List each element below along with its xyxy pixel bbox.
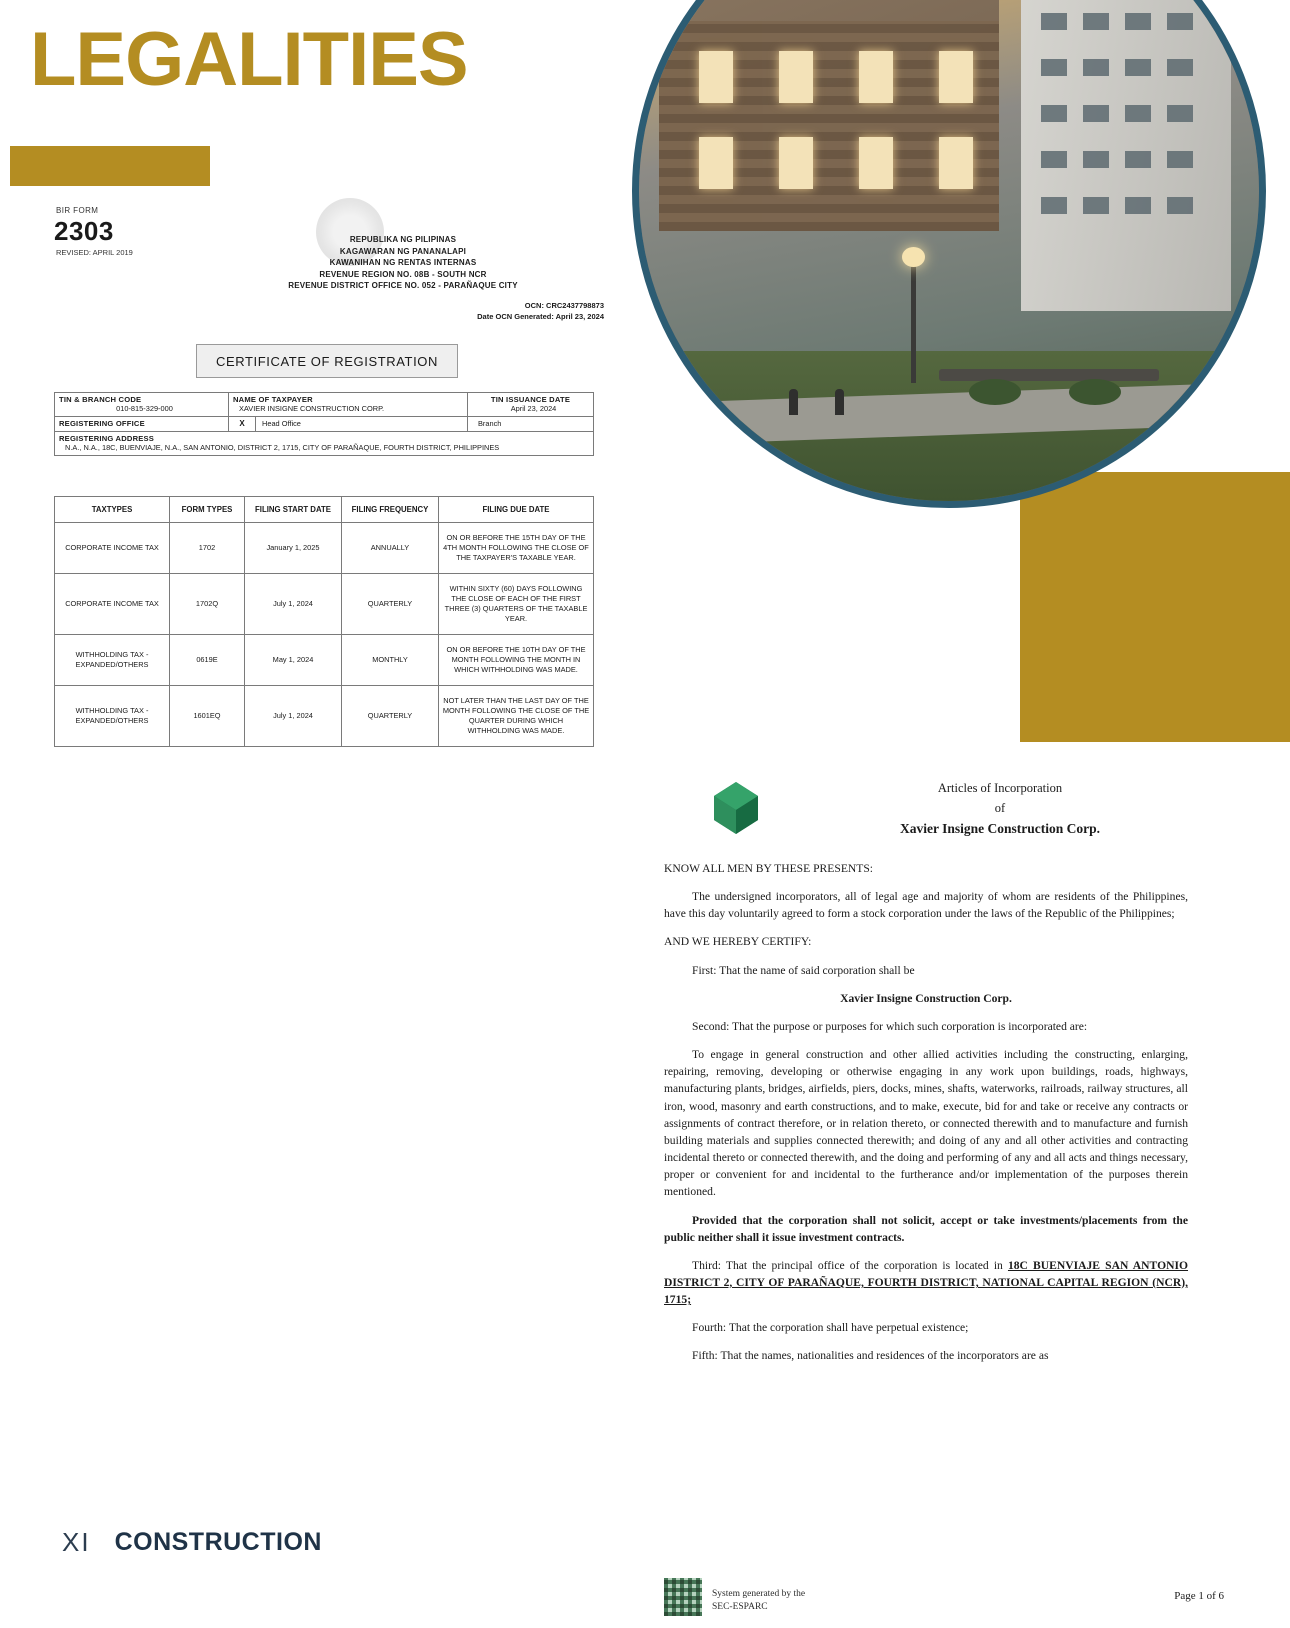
cell-form: 1702: [170, 523, 245, 574]
sec-esparc-logo-icon: [712, 780, 760, 836]
photo-shrub: [1069, 379, 1121, 405]
gov-line: REVENUE REGION NO. 08B - SOUTH NCR: [319, 269, 487, 279]
qr-code-icon: [664, 1578, 702, 1616]
title-accent-bar: [10, 146, 210, 186]
brand-initials: XI: [62, 1527, 91, 1557]
gov-line: REPUBLIKA NG PILIPINAS: [349, 235, 457, 244]
cell-form: 1702Q: [170, 573, 245, 634]
aoi-principal-address: 18C BUENVIAJE SAN ANTONIO DISTRICT 2, CITY OF PARAÑAQUE, FOURTH DISTRICT, NATIONAL CAPITAL REGION (NCR), 1715;: [664, 1258, 1189, 1307]
aoi-third-prefix: Third: That the principal office of the corporation is located in: [692, 1258, 1008, 1272]
aoi-body: [664, 860, 1188, 1376]
aoi-heading-line1: Articles of Incorporation: [937, 781, 1063, 795]
aoi-heading-of: of: [994, 801, 1006, 815]
aoi-know-all: KNOW ALL MEN BY THESE PRESENTS:: [664, 862, 874, 875]
cell-start: July 1, 2024: [245, 573, 342, 634]
col-filing-due-date: FILING DUE DATE: [439, 497, 594, 523]
aoi-purpose-paragraph: To engage in general construction and other allied activities including the constructing, enlarging, repairing, removing, developing or otherwise engaging in any work upon buildings, roads, highways, manufacturing plants, bridges, airfields, piers, docks, mines, shafts, waterworks, railroads, railway structures, all iron, wood, masonry and earth constructions, and to make, execute, bid for and take or receive any contracts or assignments of contract therefore, or in relation thereto, or connected therewith and to manufacture and furnish building materials and supplies connected therewith; and doing of any and all other activities and contracting incidental thereto or connected therewith, and the doing and performing of any and all acts and things necessary, proper or convenient for and incidental to the furtherance and/or implementation of the purposes therein mentioned.: [664, 1048, 1188, 1199]
sysgen-line1: System generated by the: [712, 1589, 806, 1599]
bir-ocn-block: [477, 300, 604, 323]
cell-start: July 1, 2024: [245, 685, 342, 746]
gov-line: KAWANIHAN NG RENTAS INTERNAS: [329, 258, 477, 268]
bir-ocn-number: OCN: CRC2437798873: [524, 301, 604, 310]
col-filing-frequency: FILING FREQUENCY: [342, 497, 439, 523]
cell-frequency: QUARTERLY: [342, 573, 439, 634]
cell-taxtype: CORPORATE INCOME TAX: [55, 573, 170, 634]
tin-issuance-value: April 23, 2024: [510, 404, 557, 413]
bir-certificate-heading: CERTIFICATE OF REGISTRATION: [196, 344, 458, 378]
photo-person: [789, 389, 798, 415]
cell-frequency: QUARTERLY: [342, 685, 439, 746]
photo-canopy: [939, 369, 1159, 381]
table-row: [55, 523, 594, 574]
photo-shrub: [969, 379, 1021, 405]
taxpayer-value: XAVIER INSIGNE CONSTRUCTION CORP.: [239, 404, 385, 413]
photo-lowrise-building: [659, 0, 999, 231]
tin-branch-value: 010-815-329-000: [116, 404, 173, 413]
aoi-heading: [780, 778, 1220, 840]
cell-due: ON OR BEFORE THE 15TH DAY OF THE 4TH MONTH FOLLOWING THE CLOSE OF THE TAXPAYER'S TAXABLE YEAR.: [439, 523, 594, 574]
photo-lamp-post: [911, 263, 916, 383]
col-form-types: FORM TYPES: [170, 497, 245, 523]
cell-frequency: MONTHLY: [342, 634, 439, 685]
registering-address-label: REGISTERING ADDRESS: [59, 433, 155, 443]
bir-form-label: BIR FORM: [56, 206, 99, 215]
cell-form: 1601EQ: [170, 685, 245, 746]
head-office-checkbox[interactable]: X: [239, 418, 245, 428]
tin-issuance-label: TIN ISSUANCE DATE: [490, 395, 571, 404]
cell-due: WITHIN SIXTY (60) DAYS FOLLOWING THE CLOSE OF EACH OF THE FIRST THREE (3) QUARTERS OF THE TAXABLE YEAR.: [439, 573, 594, 634]
bir-certificate-document: [48, 196, 608, 735]
brand-name: CONSTRUCTION: [114, 1528, 322, 1556]
cell-due: NOT LATER THAN THE LAST DAY OF THE MONTH FOLLOWING THE CLOSE OF THE QUARTER DURING WHICH WITHHOLDING WAS MADE.: [439, 685, 594, 746]
aoi-undersigned-paragraph: The undersigned incorporators, all of legal age and majority of whom are residents of the Philippines, have this day voluntarily agreed to form a stock corporation under the laws of the Republic of the Philippines;: [664, 890, 1188, 921]
aoi-third-clause: [664, 1257, 1188, 1308]
page-title: LEGALITIES: [30, 17, 468, 102]
articles-of-incorporation-document: [620, 742, 1290, 1628]
cell-frequency: ANNUALLY: [342, 523, 439, 574]
cell-taxtype: WITHHOLDING TAX - EXPANDED/OTHERS: [55, 685, 170, 746]
gov-line: KAGAWARAN NG PANANALAPI: [339, 246, 467, 256]
taxpayer-label: NAME OF TAXPAYER: [233, 395, 313, 404]
cell-due: ON OR BEFORE THE 10TH DAY OF THE MONTH FOLLOWING THE MONTH IN WHICH WITHHOLDING WAS MADE.: [439, 634, 594, 685]
head-office-label: Head Office: [262, 418, 301, 428]
aoi-company-name: Xavier Insigne Construction Corp.: [840, 991, 1012, 1005]
aoi-page-number: Page 1 of 6: [1174, 1590, 1224, 1602]
accent-block: [1020, 472, 1290, 742]
photo-tower: [1021, 0, 1231, 311]
bir-revision-date: REVISED: APRIL 2019: [56, 248, 133, 257]
aoi-heading-company: Xavier Insigne Construction Corp.: [899, 821, 1100, 836]
bir-header: [48, 196, 608, 296]
building-rendering-photo: [632, 0, 1266, 508]
brand-footer: [62, 1527, 322, 1558]
aoi-fourth-clause: Fourth: That the corporation shall have perpetual existence;: [692, 1321, 969, 1335]
tin-branch-label: TIN & BRANCH CODE: [59, 395, 142, 404]
table-row: [55, 573, 594, 634]
aoi-certify: AND WE HEREBY CERTIFY:: [664, 935, 812, 949]
col-taxtypes: TAXTYPES: [55, 497, 170, 523]
aoi-fifth-clause: Fifth: That the names, nationalities and residences of the incorporators are as: [692, 1349, 1049, 1363]
bir-form-number: 2303: [54, 216, 114, 246]
bir-taxpayer-table: [54, 392, 594, 456]
registering-office-label: REGISTERING OFFICE: [59, 418, 145, 428]
bir-taxtype-table: [54, 496, 594, 747]
table-row: [55, 634, 594, 685]
bir-ocn-date: Date OCN Generated: April 23, 2024: [477, 312, 604, 322]
photo-person: [835, 389, 844, 415]
table-row: [55, 685, 594, 746]
aoi-first-clause: First: That the name of said corporation shall be: [692, 963, 915, 977]
aoi-provided-paragraph: Provided that the corporation shall not solicit, accept or take investments/placements from the public neither shall it issue investment contracts.: [664, 1213, 1188, 1244]
cell-form: 0619E: [170, 634, 245, 685]
aoi-second-clause: Second: That the purpose or purposes for which such corporation is incorporated are:: [692, 1019, 1088, 1033]
col-filing-start-date: FILING START DATE: [245, 497, 342, 523]
cell-start: January 1, 2025: [245, 523, 342, 574]
cell-start: May 1, 2024: [245, 634, 342, 685]
branch-label: Branch: [478, 418, 502, 428]
cell-taxtype: WITHHOLDING TAX - EXPANDED/OTHERS: [55, 634, 170, 685]
cell-taxtype: CORPORATE INCOME TAX: [55, 523, 170, 574]
gov-line: REVENUE DISTRICT OFFICE NO. 052 - PARAÑAQUE CITY: [288, 281, 518, 291]
bir-government-header: [198, 234, 608, 292]
aoi-footer: [664, 1578, 1224, 1620]
sysgen-line2: SEC-ESPARC: [712, 1601, 768, 1612]
registering-address-value: N.A., N.A., 18C, BUENVIAJE, N.A., SAN ANTONIO, DISTRICT 2, 1715, CITY OF PARAÑAQUE, FOURTH DISTRICT, PHILIPPINES: [65, 442, 500, 452]
table-header-row: [55, 497, 594, 523]
aoi-system-generated-note: [712, 1588, 805, 1614]
